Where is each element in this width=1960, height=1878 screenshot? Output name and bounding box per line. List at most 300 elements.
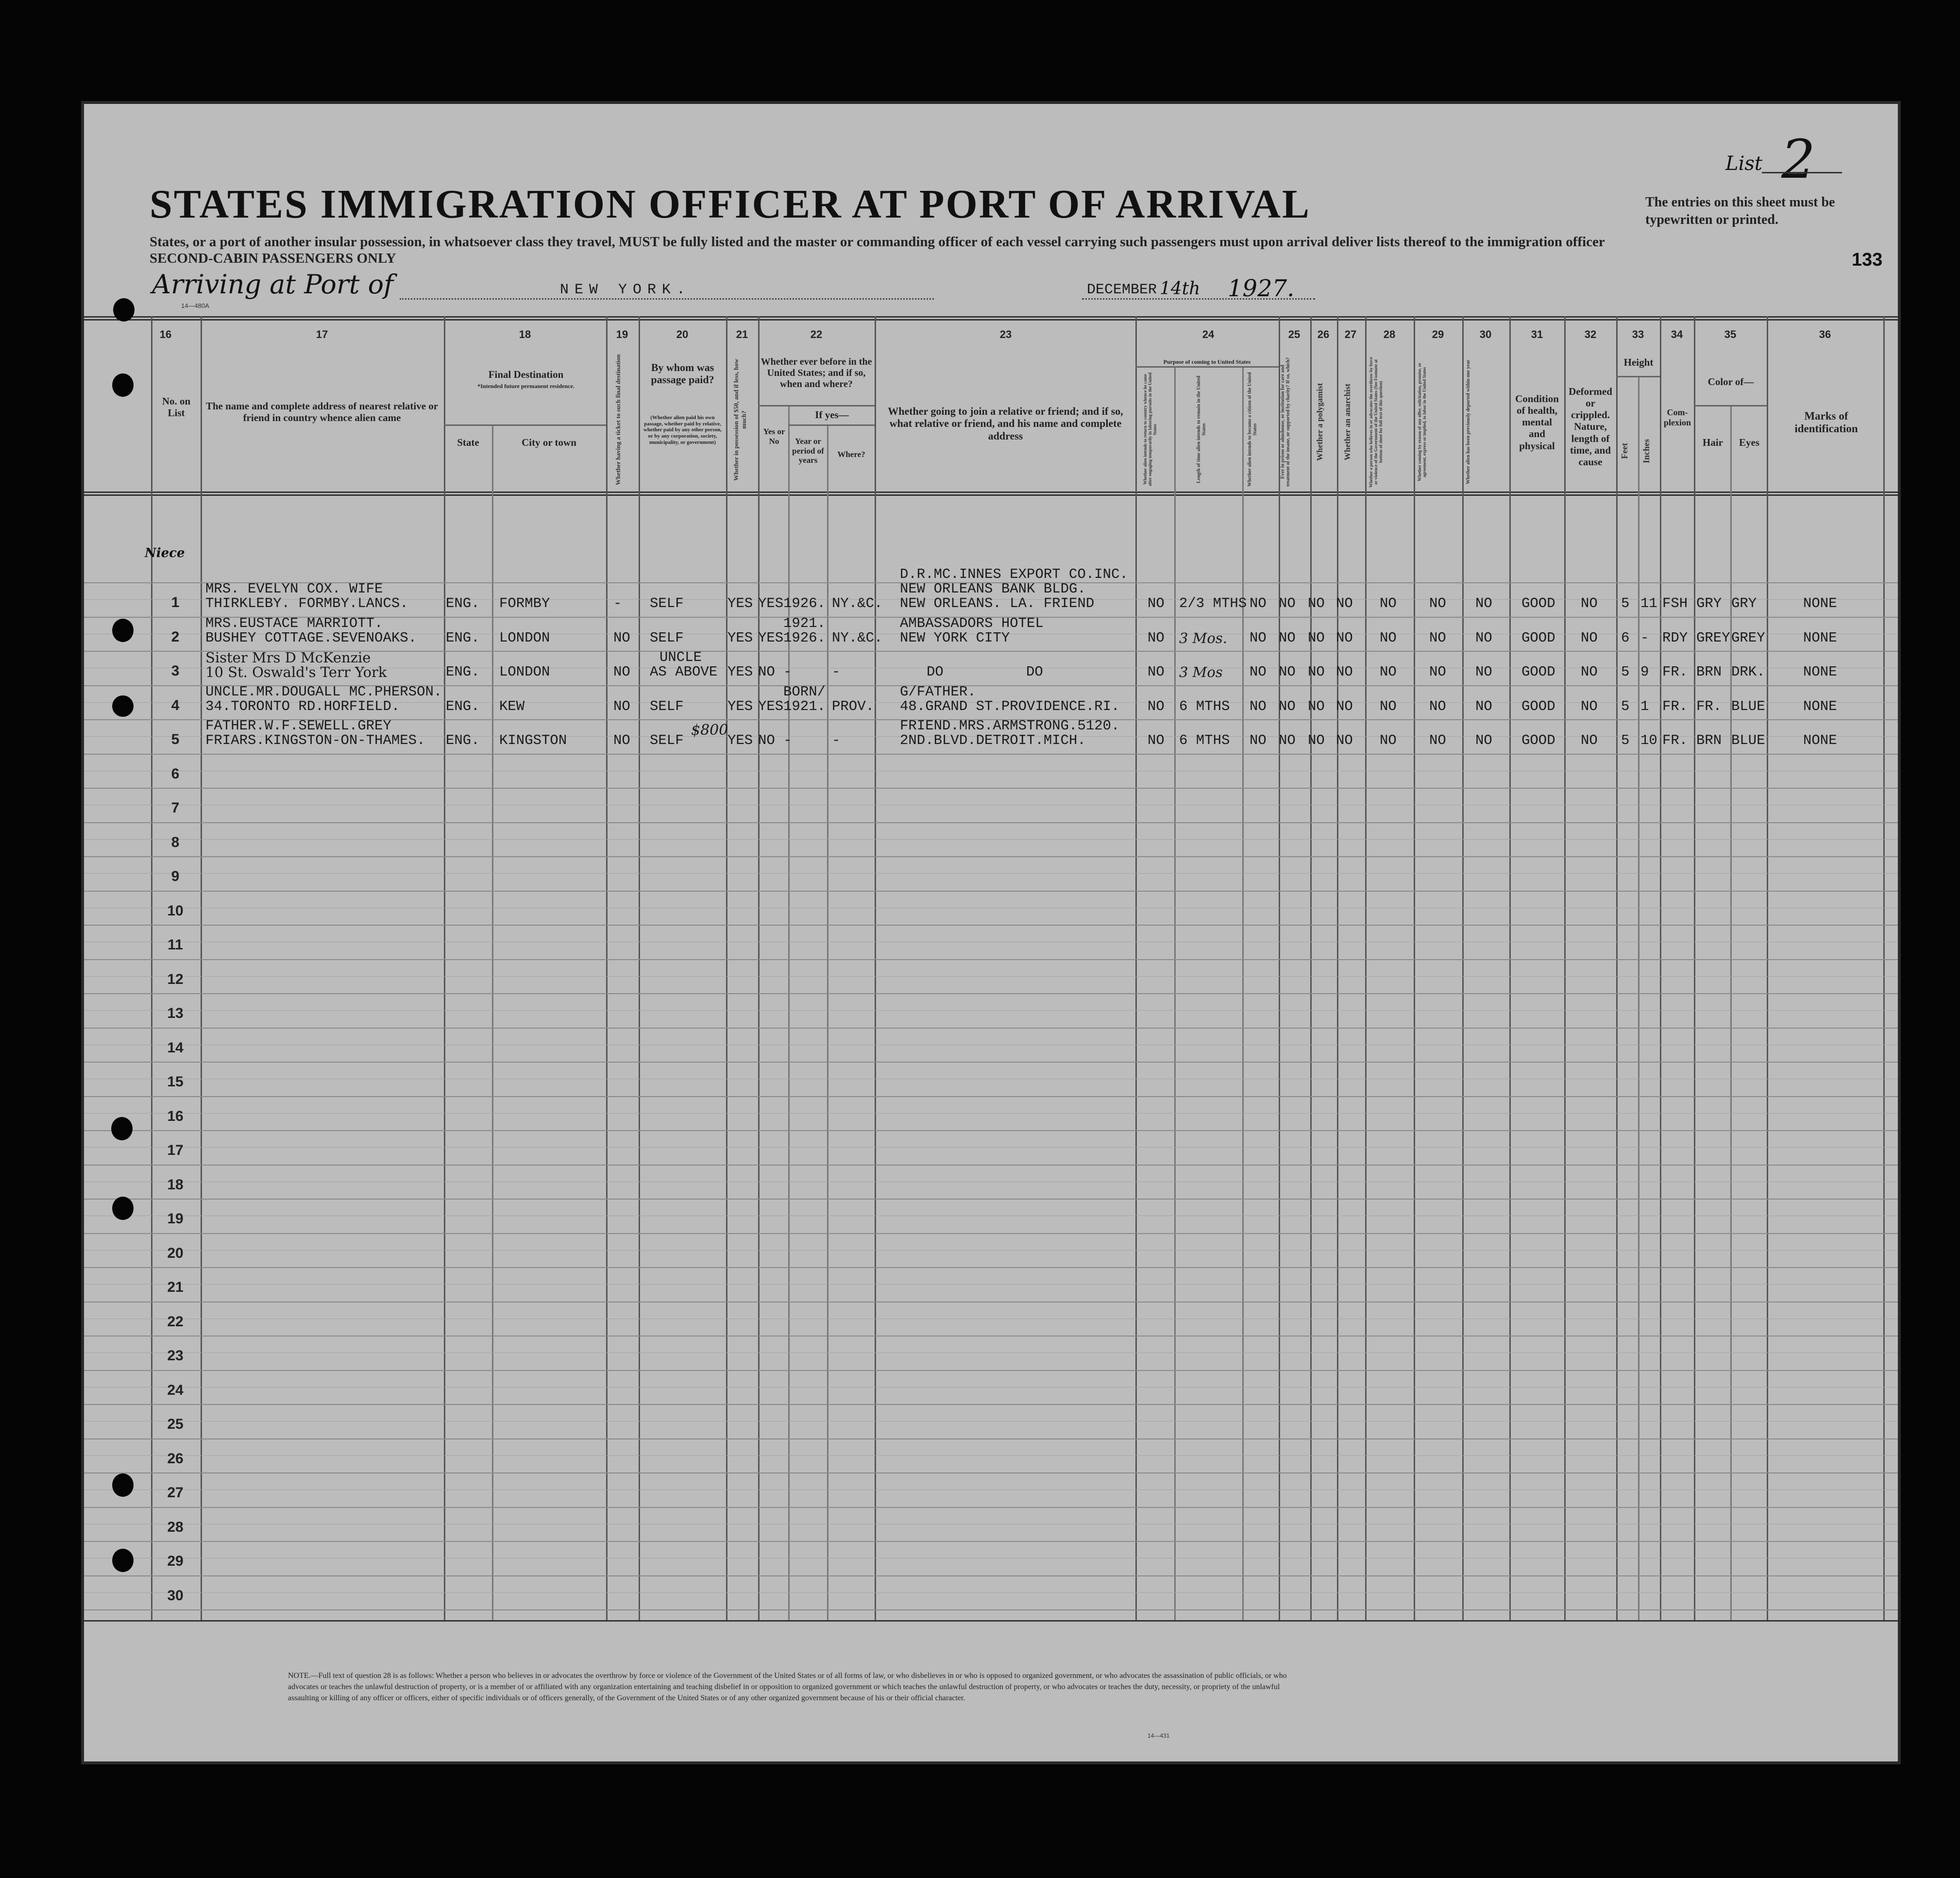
colnum: 19 xyxy=(616,328,628,340)
list-underline xyxy=(1762,172,1842,173)
footnote: NOTE.—Full text of question 28 is as follows: Whether a person who believes in or advocates the overthrow by force or violence of the Government of the United States or of all forms of law, or who disbelieves in or who is opposed to organized government, or who advocates the assassination of public officials, or who advocates or teaches the unlawful destruction of property, or is a member of or affiliated with any organization entertaining and teaching disbelief in or opposition to organized government or which teaches the unlawful destruction of property, or who advocates or teaches the duty, necessity, or propriety of the unlawful assaulting or killing of any officer or officers, either of specific individuals or of officers generally, of the Government of the United States or of any other organized government because of his or their official character. xyxy=(288,1672,1287,1703)
colnum: 20 xyxy=(676,328,689,340)
city-cell: KINGSTON xyxy=(499,732,567,748)
years-cell: 1921. xyxy=(783,698,826,714)
row-subline xyxy=(84,1250,1901,1251)
relative-address: FRIARS.KINGSTON-ON-THAMES. xyxy=(205,732,425,748)
complexion-cell: FR. xyxy=(1662,698,1688,714)
row-line xyxy=(84,1438,1901,1439)
purpose-return-cell: NO xyxy=(1148,630,1165,646)
joining-ditto-2: DO xyxy=(1026,664,1043,680)
deformed-cell: NO xyxy=(1581,698,1598,714)
deformed-cell: NO xyxy=(1581,664,1598,680)
row-number: 18 xyxy=(167,1177,184,1193)
punch-hole xyxy=(111,1117,133,1140)
years-cell: - xyxy=(783,664,792,680)
marks-cell: NONE xyxy=(1803,698,1837,714)
before-cell: YES xyxy=(758,698,784,714)
eyes-cell: DRK. xyxy=(1731,664,1765,680)
row-number: 17 xyxy=(167,1142,184,1158)
header-relative: The name and complete address of nearest relative or friend in country whence alien came xyxy=(205,400,439,424)
state-cell: ENG. xyxy=(446,664,480,680)
footnote-code: 14—431 xyxy=(1148,1732,1170,1739)
colnum: 36 xyxy=(1819,328,1831,340)
colnum: 28 xyxy=(1383,328,1396,340)
passage-cell: SELF xyxy=(650,732,684,748)
c29-cell: NO xyxy=(1429,630,1446,646)
port-underline xyxy=(400,298,934,300)
height-subline xyxy=(1616,376,1660,377)
relative-name: UNCLE.MR.DOUGALL MC.PHERSON. xyxy=(205,684,442,700)
row-line xyxy=(84,1541,1901,1542)
row-line xyxy=(84,754,1901,755)
joining-line-2: NEW ORLEANS BANK BLDG. xyxy=(900,581,1086,597)
row-number: 10 xyxy=(167,903,184,919)
hair-cell: GRY xyxy=(1696,595,1722,611)
row-line xyxy=(84,1062,1901,1063)
row-number: 5 xyxy=(171,731,180,747)
complexion-cell: FSH xyxy=(1662,595,1688,611)
col-line xyxy=(1365,316,1367,1620)
purpose-length-cell: 3 Mos xyxy=(1179,664,1223,680)
inches-cell: 9 xyxy=(1640,664,1649,680)
row-line xyxy=(84,1472,1901,1473)
colnum: 32 xyxy=(1584,328,1597,340)
purpose-citizen-cell: NO xyxy=(1250,698,1267,714)
col-line xyxy=(201,316,202,1620)
col-line xyxy=(1730,405,1732,1620)
feet-cell: 6 xyxy=(1621,630,1630,646)
anarchist-cell: NO xyxy=(1336,630,1353,646)
row-subline xyxy=(84,976,1901,977)
header-city: City or town xyxy=(522,437,576,448)
c29-cell: NO xyxy=(1429,732,1446,748)
colnum: 27 xyxy=(1344,328,1357,340)
state-cell: ENG. xyxy=(446,595,480,611)
header-deformed: Deformed or crippled. Nature, length of time, and cause xyxy=(1569,386,1612,468)
purpose-citizen-cell: NO xyxy=(1250,630,1267,646)
header-bottom-line xyxy=(84,491,1901,493)
row-subline xyxy=(84,1455,1901,1456)
marks-cell: NONE xyxy=(1803,732,1837,748)
row-number: 27 xyxy=(167,1485,184,1501)
col-line xyxy=(492,424,493,1620)
header-feet: Feet xyxy=(1620,443,1629,459)
col-line xyxy=(1509,316,1511,1620)
marks-cell: NONE xyxy=(1803,664,1837,680)
form-code: 14—480A xyxy=(181,302,209,309)
ticket-cell: NO xyxy=(613,630,630,646)
row-subline xyxy=(84,839,1901,840)
header-hair: Hair xyxy=(1703,437,1723,448)
row-number: 22 xyxy=(167,1314,184,1330)
joining-line-2: FRIEND.MRS.ARMSTRONG.5120. xyxy=(900,718,1120,734)
date-day: 14th xyxy=(1160,279,1200,299)
passage-cell: SELF xyxy=(650,698,684,714)
c28-cell: NO xyxy=(1380,595,1397,611)
col-line xyxy=(827,424,828,1620)
deformed-cell: NO xyxy=(1581,595,1598,611)
row-number: 30 xyxy=(167,1588,184,1604)
row-number: 11 xyxy=(168,937,183,953)
purpose-citizen-cell: NO xyxy=(1250,732,1267,748)
row-number: 20 xyxy=(167,1245,184,1261)
date-month: DECEMBER xyxy=(1087,282,1157,298)
col-line xyxy=(639,316,640,1620)
row-number: 26 xyxy=(167,1451,184,1467)
passage-cell: SELF xyxy=(650,630,684,646)
c29-cell: NO xyxy=(1429,595,1446,611)
colnum: 26 xyxy=(1317,328,1330,340)
header-height: Height xyxy=(1623,356,1654,368)
where-cell: NY.&C. xyxy=(832,595,883,611)
col-line xyxy=(1135,316,1137,1620)
where-cell: PROV. xyxy=(832,698,875,714)
purpose-length-cell: 6 MTHS xyxy=(1179,732,1230,748)
c28-cell: NO xyxy=(1380,630,1397,646)
class-label: SECOND-CABIN PASSENGERS ONLY xyxy=(150,251,396,266)
col-line xyxy=(1310,316,1312,1620)
row-subline xyxy=(84,873,1901,874)
inches-cell: - xyxy=(1640,630,1649,646)
passage-cell: SELF xyxy=(650,595,684,611)
header-money: Whether in possession of $50, and if less, how much? xyxy=(732,358,747,481)
header-complexion: Com-plexion xyxy=(1663,407,1691,427)
col-line xyxy=(1279,316,1280,1620)
row-line xyxy=(84,1130,1901,1131)
row-line xyxy=(84,1302,1901,1303)
anarchist-cell: NO xyxy=(1336,732,1353,748)
years-cell: 1926. xyxy=(783,630,826,646)
header-polygamist: Whether a polygamist xyxy=(1315,383,1324,461)
row-line xyxy=(84,1404,1901,1405)
header-where: Where? xyxy=(837,450,865,459)
city-cell: KEW xyxy=(499,698,525,714)
ticket-cell: NO xyxy=(613,732,630,748)
c25-cell: NO xyxy=(1279,732,1296,748)
colnum: 18 xyxy=(519,328,531,340)
c28-cell: NO xyxy=(1380,664,1397,680)
header-color-of: Color of— xyxy=(1707,376,1754,388)
col-line xyxy=(1462,316,1464,1620)
margin-note: Niece xyxy=(145,546,185,560)
before-cell: NO xyxy=(758,732,775,748)
typewritten-note: The entries on this sheet must be typewritten or printed. xyxy=(1645,195,1835,228)
dest-subline xyxy=(444,424,606,426)
city-cell: LONDON xyxy=(499,630,550,646)
col-line xyxy=(1337,316,1338,1620)
purpose-length-cell: 3 Mos. xyxy=(1179,630,1227,646)
col-line xyxy=(1564,316,1566,1620)
joining-line-2: G/FATHER. xyxy=(900,684,976,700)
row-line xyxy=(84,993,1901,994)
inches-cell: 10 xyxy=(1640,732,1657,748)
row-line xyxy=(84,1096,1901,1097)
purpose-subline xyxy=(1135,366,1279,368)
joining-line-2: AMBASSADORS HOTEL xyxy=(900,615,1044,631)
before-subline xyxy=(758,405,875,406)
header-years: Year or period of years xyxy=(792,437,824,465)
money-cell: YES xyxy=(727,698,753,714)
header-yes-no: Yes or No xyxy=(763,427,785,446)
before-cell: YES xyxy=(758,630,784,646)
header-purpose-a: Whether alien intends to return to country whence he came after engaging temporarily in laboring pursuits in the United States xyxy=(1143,372,1157,487)
list-number: 2 xyxy=(1781,128,1815,190)
c25-cell: NO xyxy=(1279,698,1296,714)
years-cell: - xyxy=(783,732,792,748)
header-health: Condition of health, mental and physical xyxy=(1515,393,1559,452)
joining-line-3: 2ND.BLVD.DETROIT.MICH. xyxy=(900,732,1086,748)
col-line xyxy=(875,316,876,1620)
row-number: 3 xyxy=(171,663,180,679)
relative-name: Sister Mrs D McKenzie xyxy=(205,649,371,666)
row-number: 9 xyxy=(171,868,180,884)
money-cell: YES xyxy=(727,732,753,748)
relative-name: MRS.EUSTACE MARRIOTT. xyxy=(205,615,383,631)
header-c30: Whether alien has been previously deported within one year xyxy=(1466,359,1471,485)
header-c25: Ever in prison or almshouse, or institution for care and treatment of the insane, or supported by charity? If so, which? xyxy=(1280,357,1291,487)
row-line xyxy=(84,1609,1901,1610)
hair-cell: BRN xyxy=(1696,732,1722,748)
hair-cell: GREY xyxy=(1696,630,1730,646)
row-line xyxy=(84,1233,1901,1234)
c30-cell: NO xyxy=(1475,630,1492,646)
header-final-destination: Final Destination xyxy=(488,369,564,380)
years-cell: 1926. xyxy=(783,595,826,611)
purpose-citizen-cell: NO xyxy=(1250,664,1267,680)
col-line xyxy=(606,316,608,1620)
row-line xyxy=(84,1267,1901,1268)
polygamist-cell: NO xyxy=(1308,630,1325,646)
health-cell: GOOD xyxy=(1521,595,1555,611)
c28-cell: NO xyxy=(1380,732,1397,748)
feet-cell: 5 xyxy=(1621,698,1630,714)
row-number: 1 xyxy=(171,594,180,610)
col-line xyxy=(788,405,790,1620)
c30-cell: NO xyxy=(1475,664,1492,680)
row-number: 24 xyxy=(167,1382,184,1398)
col-line xyxy=(1767,316,1768,1620)
header-ticket: Whether having a ticket to such final destination xyxy=(614,354,622,485)
row-number: 15 xyxy=(167,1074,184,1090)
purpose-length-cell: 6 MTHS xyxy=(1179,698,1230,714)
money-cell: YES xyxy=(727,630,753,646)
row-number: 21 xyxy=(167,1279,184,1295)
relative-name: FATHER.W.F.SEWELL.GREY xyxy=(205,718,391,734)
polygamist-cell: NO xyxy=(1308,698,1325,714)
purpose-length-cell: 2/3 MTHS xyxy=(1179,595,1247,611)
colnum: 17 xyxy=(316,328,328,340)
before-cell: YES xyxy=(758,595,784,611)
c30-cell: NO xyxy=(1475,698,1492,714)
header-marks: Marks of identification xyxy=(1794,410,1858,435)
row-line xyxy=(84,822,1901,823)
complexion-cell: FR. xyxy=(1662,732,1688,748)
colnum: 21 xyxy=(736,328,748,340)
ticket-cell: NO xyxy=(613,664,630,680)
row-line xyxy=(84,1575,1901,1576)
colnum: 30 xyxy=(1479,328,1492,340)
row-subline xyxy=(84,1147,1901,1148)
health-cell: GOOD xyxy=(1521,732,1555,748)
c28-cell: NO xyxy=(1380,698,1397,714)
punch-hole xyxy=(112,619,134,642)
row-number: 29 xyxy=(167,1553,184,1569)
hair-cell: FR. xyxy=(1696,698,1722,714)
col-line xyxy=(1616,316,1618,1620)
city-cell: FORMBY xyxy=(499,595,550,611)
inches-cell: 11 xyxy=(1640,595,1657,611)
row-number: 12 xyxy=(167,971,184,987)
money-cell: YES xyxy=(727,595,753,611)
row-subline xyxy=(84,1010,1901,1011)
punch-hole xyxy=(112,373,134,397)
eyes-cell: BLUE xyxy=(1731,732,1765,748)
relative-address: BUSHEY COTTAGE.SEVENOAKS. xyxy=(205,630,417,646)
row-number: 16 xyxy=(167,1108,184,1124)
c25-cell: NO xyxy=(1279,595,1296,611)
c30-cell: NO xyxy=(1475,595,1492,611)
row-number: 14 xyxy=(167,1040,184,1056)
before-subline-2 xyxy=(788,424,875,426)
manifest-sheet xyxy=(81,101,1901,1764)
row-line xyxy=(84,1199,1901,1200)
years-top-cell: 1921. xyxy=(783,615,826,631)
row-number: 25 xyxy=(167,1416,184,1432)
polygamist-cell: NO xyxy=(1308,595,1325,611)
marks-cell: NONE xyxy=(1803,630,1837,646)
col-line xyxy=(726,316,727,1620)
colnum: 16 xyxy=(159,328,172,340)
row-subline xyxy=(84,1489,1901,1490)
date-underline xyxy=(1082,298,1315,300)
header-dest-note: *Intended future permanent residence. xyxy=(477,383,574,389)
row-number: 28 xyxy=(167,1519,184,1535)
passage-top-cell: UNCLE xyxy=(659,649,702,665)
feet-cell: 5 xyxy=(1621,595,1630,611)
joining-ditto-1: DO xyxy=(927,664,944,680)
header-eyes: Eyes xyxy=(1739,437,1759,448)
row-number: 8 xyxy=(171,834,180,850)
ticket-cell: - xyxy=(613,595,622,611)
row-line xyxy=(84,1370,1901,1371)
hair-cell: BRN xyxy=(1696,664,1722,680)
header-no-on-list: No. on List xyxy=(162,395,191,419)
marks-cell: NONE xyxy=(1803,595,1837,611)
joining-line-3: NEW YORK CITY xyxy=(900,630,1010,646)
ticket-cell: NO xyxy=(613,698,630,714)
anarchist-cell: NO xyxy=(1336,698,1353,714)
relative-address: THIRKLEBY. FORMBY.LANCS. xyxy=(205,595,408,611)
relative-address: 10 St. Oswald's Terr York xyxy=(205,664,387,680)
header-anarchist: Whether an anarchist xyxy=(1343,383,1352,461)
deformed-cell: NO xyxy=(1581,732,1598,748)
col-line xyxy=(1694,316,1695,1620)
header-passage-note: (Whether alien paid his own passage, whether paid by relative, whether paid by any other person, or by any corporation, society, municipality, or government) xyxy=(643,415,722,445)
row-line xyxy=(84,1165,1901,1166)
state-cell: ENG. xyxy=(446,732,480,748)
state-cell: ENG. xyxy=(446,630,480,646)
col-line xyxy=(1660,316,1661,1620)
complexion-cell: FR. xyxy=(1662,664,1688,680)
row-line xyxy=(84,788,1901,789)
c29-cell: NO xyxy=(1429,698,1446,714)
header-before: Whether ever before in the United States; and if so, when and where? xyxy=(760,356,872,389)
header-c28: Whether a person who believes in or advocates the overthrow by force or violence of the Government of the United States (See Footnote at bottom of sheet for full text of this question) xyxy=(1369,356,1383,488)
col-line xyxy=(151,316,152,1620)
health-cell: GOOD xyxy=(1521,698,1555,714)
header-purpose: Purpose of coming to United States xyxy=(1163,358,1251,365)
header-state: State xyxy=(457,437,479,448)
c25-cell: NO xyxy=(1279,664,1296,680)
list-label: List xyxy=(1725,152,1762,175)
colnum: 23 xyxy=(999,328,1012,340)
polygamist-cell: NO xyxy=(1308,664,1325,680)
complexion-cell: RDY xyxy=(1662,630,1688,646)
row-line xyxy=(84,1028,1901,1029)
row-number: 19 xyxy=(167,1211,184,1227)
inches-cell: 1 xyxy=(1640,698,1649,714)
header-joining: Whether going to join a relative or friend; and if so, what relative or friend, and his name and complete address xyxy=(888,405,1123,442)
colnum: 25 xyxy=(1288,328,1301,340)
joining-line-3: 48.GRAND ST.PROVIDENCE.RI. xyxy=(900,698,1120,714)
c25-cell: NO xyxy=(1279,630,1296,646)
passage-amount-note: $800 xyxy=(691,722,728,739)
row-line xyxy=(84,1336,1901,1337)
eyes-cell: BLUE xyxy=(1731,698,1765,714)
feet-cell: 5 xyxy=(1621,732,1630,748)
row-line xyxy=(84,891,1901,892)
colnum: 31 xyxy=(1531,328,1543,340)
port-label: Arriving at Port of xyxy=(152,269,394,300)
relative-address: 34.TORONTO RD.HORFIELD. xyxy=(205,698,400,714)
col-line xyxy=(1638,376,1639,1620)
health-cell: GOOD xyxy=(1521,664,1555,680)
passage-cell: AS ABOVE xyxy=(650,664,718,680)
header-bottom-line-2 xyxy=(84,494,1901,496)
row-number: 2 xyxy=(171,629,180,645)
table-bottom-line xyxy=(84,1620,1901,1622)
header-passage: By whom was passage paid? xyxy=(651,361,714,386)
state-cell: ENG. xyxy=(446,698,480,714)
purpose-return-cell: NO xyxy=(1148,595,1165,611)
joining-line-1: D.R.MC.INNES EXPORT CO.INC. xyxy=(900,566,1128,582)
form-title: STATES IMMIGRATION OFFICER AT PORT OF ARRIVAL xyxy=(150,182,1311,227)
punch-hole xyxy=(112,1549,134,1572)
joining-line-3: NEW ORLEANS. LA. FRIEND xyxy=(900,595,1095,611)
feet-cell: 5 xyxy=(1621,664,1630,680)
punch-hole xyxy=(112,695,134,717)
colnum: 24 xyxy=(1202,328,1215,340)
date-year: 1927. xyxy=(1228,275,1295,302)
money-cell: YES xyxy=(727,664,753,680)
eyes-cell: GREY xyxy=(1731,630,1765,646)
row-subline xyxy=(84,1592,1901,1593)
colnum: 33 xyxy=(1632,328,1644,340)
punch-hole xyxy=(112,1473,134,1497)
punch-hole xyxy=(112,1197,134,1220)
table-top-line xyxy=(84,316,1901,318)
row-number: 7 xyxy=(171,800,180,816)
row-number: 13 xyxy=(167,1005,184,1021)
table-top-line-2 xyxy=(84,319,1901,321)
purpose-return-cell: NO xyxy=(1148,698,1165,714)
relative-name: MRS. EVELYN COX. WIFE xyxy=(205,581,383,597)
colnum: 22 xyxy=(810,328,823,340)
row-number: 4 xyxy=(171,697,180,713)
colnum: 35 xyxy=(1724,328,1737,340)
header-c29: Whether coming by reason of any offer, solicitation, promise, or agreement, express or implied, to labor in the United States xyxy=(1417,362,1427,482)
